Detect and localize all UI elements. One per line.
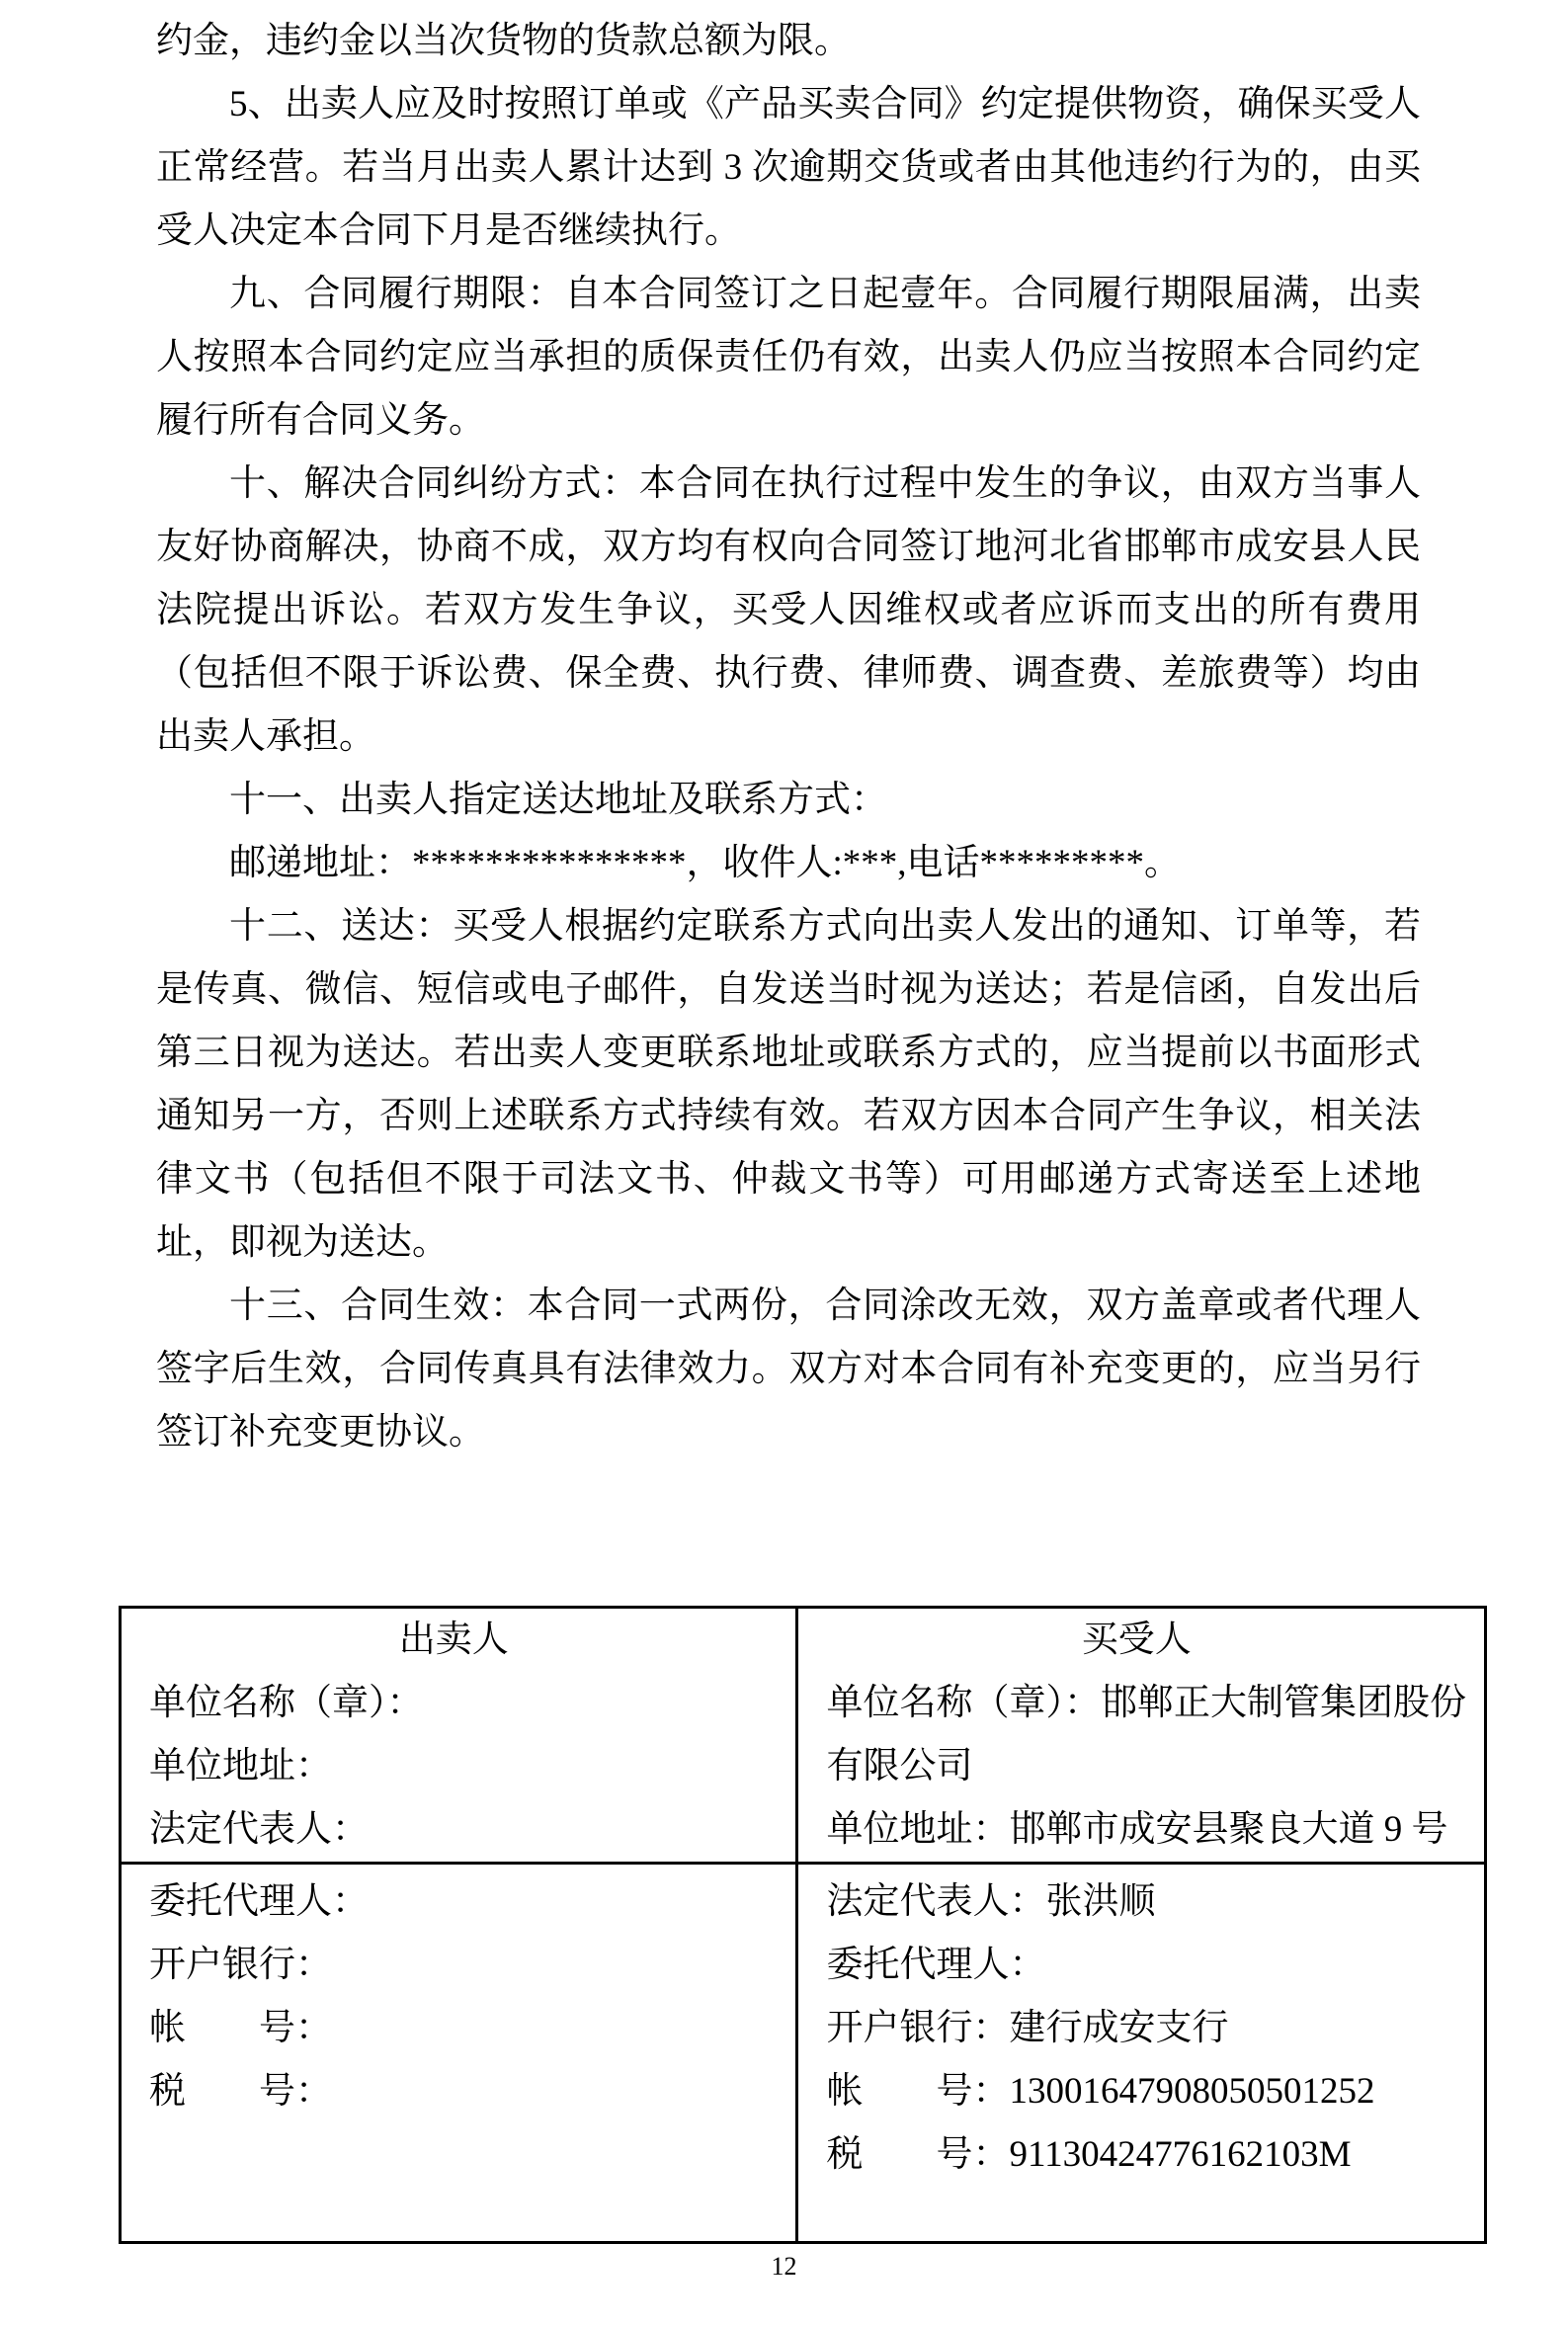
signature-table-row-top [121,1608,1486,1864]
clause-5-supply-obligation: 5、出卖人应及时按照订单或《产品买卖合同》约定提供物资，确保买受人正常经营。若当月出卖人累计达到 3 次逾期交货或者由其他违约行为的，由买受人决定本合同下月是否继续执行。 [156,84,1421,251]
page-number: 12 [771,2252,797,2281]
seller-tax-label: 税 号： [149,2071,332,2112]
buyer-legal-rep: 法定代表人：张洪顺 [826,1881,1156,1922]
clause-12-service-of-notice: 十二、送达：买受人根据约定联系方式向出卖人发出的通知、订单等，若是传真、微信、短信或电子邮件，自发送当时视为送达；若是信函，自发出后第三日视为送达。若出卖人变更联系地址或联系方式的，应当提前以书面形式通知另一方，否则上述联系方式持续有效。若双方因本合同产生争议，相关法律文书（包括但不限于司法文书、仲裁文书等）可用邮递方式寄送至上述地址，即视为送达。 [156,906,1421,1263]
seller-address-label: 单位地址： [149,1746,332,1786]
seller-info-cell [121,1608,797,1864]
seller-legal-rep-label: 法定代表人： [149,1809,369,1850]
buyer-bank: 开户银行：建行成安支行 [826,2008,1229,2048]
seller-bank-label: 开户银行： [149,1945,332,1985]
buyer-agent-label: 委托代理人： [826,1945,1046,1985]
clause-11-mailing-address-line: 邮递地址：***************，收件人:***,电话*********。 [229,843,1182,883]
buyer-info-cell [797,1608,1486,1864]
signature-table-row-bottom [121,1864,1486,2243]
contract-body-text [156,0,1421,1464]
seller-agent-label: 委托代理人： [149,1881,369,1922]
buyer-tax-number: 税 号：91130424776162103M [826,2134,1352,2175]
seller-company-name-label: 单位名称（章）： [149,1683,424,1723]
clause-continuation-penalty: 约金，违约金以当次货物的货款总额为限。 [156,21,851,61]
buyer-bank-cell [797,1864,1486,2243]
buyer-header: 买受人 [1081,1620,1192,1660]
seller-header: 出卖人 [398,1620,509,1660]
seller-bank-cell [121,1864,797,2243]
buyer-address: 单位地址：邯郸市成安县聚良大道 9 号 [826,1809,1448,1850]
buyer-account-number: 帐 号：13001647908050501252 [826,2071,1375,2112]
clause-9-contract-term: 九、合同履行期限：自本合同签订之日起壹年。合同履行期限届满，出卖人按照本合同约定应当承担的质保责任仍有效，出卖人仍应当按照本合同约定履行所有合同义务。 [156,274,1421,441]
clause-11-delivery-address-title: 十一、出卖人指定送达地址及联系方式： [229,780,887,820]
clause-10-dispute-resolution: 十、解决合同纠纷方式：本合同在执行过程中发生的争议，由双方当事人友好协商解决，协商不成，双方均有权向合同签订地河北省邯郸市成安县人民法院提出诉讼。若双方发生争议，买受人因维权或者应诉而支出的所有费用（包括但不限于诉讼费、保全费、执行费、律师费、调查费、差旅费等）均由出卖人承担。 [156,463,1421,757]
seller-account-label: 帐 号： [149,2008,332,2048]
buyer-company-name: 单位名称（章）：邯郸正大制管集团股份有限公司 [826,1683,1466,1786]
clause-13-effectiveness: 十三、合同生效：本合同一式两份，合同涂改无效，双方盖章或者代理人签字后生效，合同传真具有法律效力。双方对本合同有补充变更的，应当另行签订补充变更协议。 [156,1286,1421,1453]
signature-table [119,1606,1487,2244]
